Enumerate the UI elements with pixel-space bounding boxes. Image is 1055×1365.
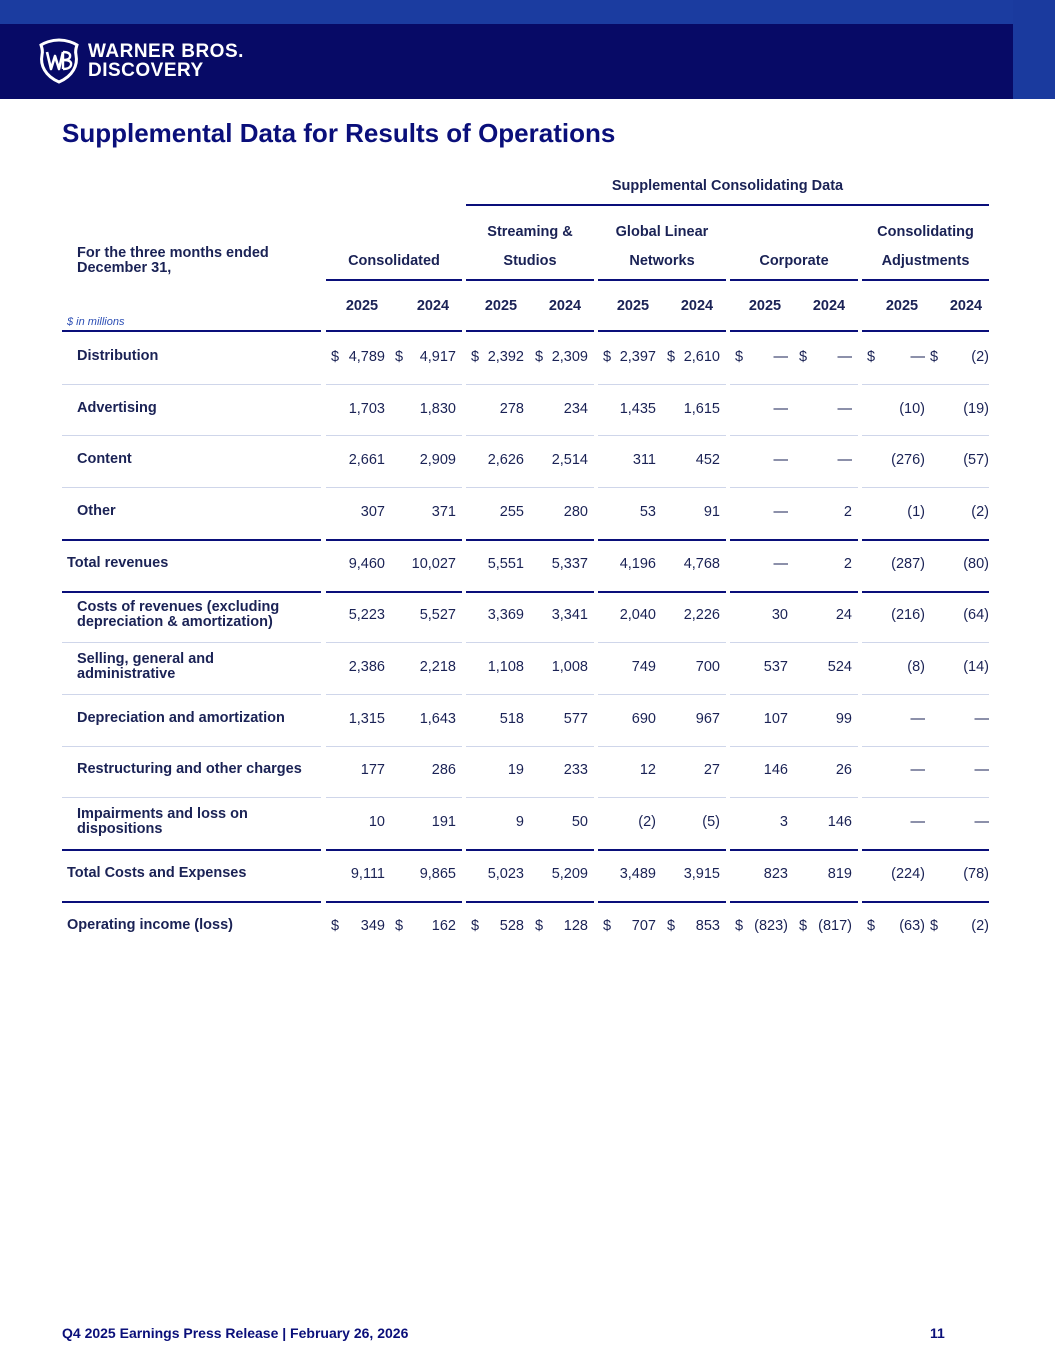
wb-shield-icon [38,38,80,84]
table-cell: 191 [431,814,456,831]
table-cell: 2,397 [619,348,656,365]
table-cell: 12 [639,762,656,779]
table-cell: — [773,348,788,365]
header-edge [1013,0,1055,99]
row-rule [62,849,321,851]
group-rule-3 [730,279,858,281]
table-cell: 177 [360,762,385,779]
table-cell: 967 [695,710,720,727]
row-divider [862,797,989,798]
table-cell: 128 [563,917,588,934]
group-rule-2 [598,279,726,281]
table-cell: 749 [631,659,656,676]
row-label: Restructuring and other charges [77,761,302,778]
row-label: Distribution [77,347,159,364]
table-cell: 50 [571,814,588,831]
row-divider [598,694,726,695]
table-cell: 234 [563,400,588,417]
group-header-0-line2: Consolidated [348,253,440,269]
currency-symbol: $ [867,917,876,934]
table-cell: 707 [631,917,656,934]
currency-symbol: $ [331,348,340,365]
row-divider [326,746,462,747]
table-cell: — [837,400,852,417]
table-cell: (287) [891,555,925,572]
table-cell: 2,218 [419,659,456,676]
row-divider [862,487,989,488]
row-divider [326,694,462,695]
table-cell: (57) [963,452,989,469]
table-cell: (1) [907,503,925,520]
row-divider [326,642,462,643]
table-cell: 5,337 [551,555,588,572]
row-divider [62,384,321,385]
row-divider [326,487,462,488]
row-divider [466,746,594,747]
row-divider [466,384,594,385]
year-rule-3 [730,330,858,332]
table-cell: — [837,452,852,469]
year-header-3: 2024 [548,298,582,314]
group-header-1-line2: Studios [503,253,557,269]
table-cell: 286 [431,762,456,779]
table-cell: 91 [703,503,720,520]
row-divider [598,435,726,436]
year-header-0: 2025 [345,298,379,314]
row-rule [730,901,858,903]
row-rule [326,901,462,903]
table-cell: 2,610 [683,348,720,365]
table-cell: 2,661 [348,452,385,469]
row-rule [62,901,321,903]
table-cell: 107 [763,710,788,727]
row-label: Total revenues [67,554,169,571]
currency-symbol: $ [395,348,404,365]
table-cell: — [837,348,852,365]
table-cell: — [910,814,925,831]
currency-symbol: $ [667,348,676,365]
year-header-9: 2024 [949,298,983,314]
table-cell: (64) [963,607,989,624]
table-cell: 819 [827,865,852,882]
row-rule [730,849,858,851]
table-cell: 349 [360,917,385,934]
row-divider [598,797,726,798]
table-cell: — [974,710,989,727]
table-cell: 2 [843,503,852,520]
table-cell: 26 [835,762,852,779]
table-cell: 4,917 [419,348,456,365]
year-rule-0 [326,330,462,332]
table-cell: 1,108 [487,659,524,676]
currency-symbol: $ [535,917,544,934]
table-cell: (2) [971,917,989,934]
year-rule-4 [862,330,989,332]
group-rule-4 [862,279,989,281]
period-label-line1: For the three months ended [77,245,269,261]
currency-symbol: $ [535,348,544,365]
row-rule [466,849,594,851]
table-cell: 4,768 [683,555,720,572]
table-cell: 3,489 [619,865,656,882]
row-divider [62,487,321,488]
row-divider [466,694,594,695]
currency-symbol: $ [799,348,808,365]
table-cell: 690 [631,710,656,727]
year-header-8: 2025 [885,298,919,314]
row-divider [466,435,594,436]
row-rule [326,539,462,541]
page-title: Supplemental Data for Results of Operations [62,118,616,148]
table-cell: 1,643 [419,710,456,727]
row-rule [466,591,594,593]
table-cell: 2,909 [419,452,456,469]
table-cell: 3 [779,814,788,831]
table-cell: 255 [499,503,524,520]
table-cell: (8) [907,659,925,676]
year-rule-2 [598,330,726,332]
currency-symbol: $ [471,917,480,934]
table-cell: 1,830 [419,400,456,417]
row-rule [862,591,989,593]
table-cell: 307 [360,503,385,520]
table-cell: 5,551 [487,555,524,572]
year-header-5: 2024 [680,298,714,314]
row-label-cont: depreciation & amortization) [77,614,273,631]
table-cell: — [773,452,788,469]
row-rule [598,591,726,593]
table-cell: (5) [702,814,720,831]
brand-line-1: WARNER BROS. [88,41,244,62]
currency-symbol: $ [735,917,744,934]
table-cell: — [773,400,788,417]
year-header-4: 2025 [616,298,650,314]
period-label-line2: December 31, [77,260,172,276]
row-rule [326,591,462,593]
row-rule [598,849,726,851]
table-cell: 1,615 [683,400,720,417]
year-header-6: 2025 [748,298,782,314]
row-divider [598,642,726,643]
table-cell: (2) [971,348,989,365]
row-divider [598,384,726,385]
row-rule [466,901,594,903]
table-cell: 823 [763,865,788,882]
row-divider [730,435,858,436]
table-cell: 311 [632,452,656,469]
table-cell: 162 [431,917,456,934]
table-cell: (2) [638,814,656,831]
group-header-2-line1: Global Linear [615,224,709,240]
table-cell: 2,226 [683,607,720,624]
header-accent [0,0,1013,24]
row-rule [862,539,989,541]
table-cell: 2,386 [348,659,385,676]
row-label: Content [77,451,132,468]
currency-symbol: $ [603,348,612,365]
row-divider [730,384,858,385]
table-cell: 518 [499,710,524,727]
currency-symbol: $ [471,348,480,365]
table-cell: 3,915 [683,865,720,882]
currency-symbol: $ [603,917,612,934]
row-divider [62,435,321,436]
table-cell: 371 [431,503,456,520]
row-rule [62,539,321,541]
row-label: Operating income (loss) [67,916,233,933]
table-cell: 528 [499,917,524,934]
row-label-cont: administrative [77,666,176,683]
supertitle-rule [466,204,989,206]
row-divider [326,797,462,798]
table-cell: 30 [771,607,788,624]
currency-symbol: $ [395,917,404,934]
currency-symbol: $ [331,917,340,934]
row-label: Advertising [77,399,157,416]
row-divider [730,797,858,798]
table-cell: 524 [827,659,852,676]
row-label-cont: dispositions [77,821,163,838]
table-cell: (19) [963,400,989,417]
row-divider [862,435,989,436]
row-rule [466,539,594,541]
row-label: Impairments and loss on [77,806,248,823]
currency-symbol: $ [930,348,939,365]
row-rule [326,849,462,851]
footer-text: Q4 2025 Earnings Press Release | February 26, 2026 [62,1325,409,1341]
label-col-rule [62,330,321,332]
row-divider [62,642,321,643]
group-header-3-line2: Corporate [759,253,829,269]
table-cell: 5,209 [551,865,588,882]
table-cell: 53 [639,503,656,520]
table-cell: 233 [563,762,588,779]
table-cell: (216) [891,607,925,624]
row-label: Other [77,502,116,519]
currency-symbol: $ [799,917,808,934]
table-cell: — [974,762,989,779]
table-cell: 278 [499,400,524,417]
table-cell: 5,527 [419,607,456,624]
group-rule-0 [326,279,462,281]
table-cell: 577 [563,710,588,727]
year-rule-1 [466,330,594,332]
table-cell: — [910,710,925,727]
table-cell: 1,703 [348,400,385,417]
table-cell: 2,392 [487,348,524,365]
table-cell: — [910,762,925,779]
table-cell: (14) [963,659,989,676]
row-label: Costs of revenues (excluding [77,599,280,616]
table-cell: 10 [368,814,385,831]
row-divider [730,487,858,488]
table-cell: 5,223 [348,607,385,624]
row-divider [862,746,989,747]
table-cell: — [910,348,925,365]
table-cell: (817) [818,917,852,934]
row-rule [62,591,321,593]
row-label: Selling, general and [77,651,214,668]
table-cell: 9,865 [419,865,456,882]
row-divider [466,487,594,488]
table-cell: (276) [891,452,925,469]
currency-symbol: $ [867,348,876,365]
table-cell: — [773,555,788,572]
table-cell: 3,369 [487,607,524,624]
row-divider [466,797,594,798]
row-divider [862,642,989,643]
table-cell: 24 [835,607,852,624]
row-divider [598,746,726,747]
row-label: Depreciation and amortization [77,709,285,726]
group-header-4-line1: Consolidating [877,224,974,240]
row-divider [62,694,321,695]
table-cell: 1,008 [551,659,588,676]
row-divider [62,746,321,747]
table-cell: 452 [695,452,720,469]
row-rule [862,901,989,903]
row-divider [730,694,858,695]
table-cell: 700 [695,659,720,676]
table-cell: 4,196 [619,555,656,572]
row-rule [730,539,858,541]
table-cell: 2 [843,555,852,572]
row-divider [862,384,989,385]
table-cell: (80) [963,555,989,572]
row-divider [62,797,321,798]
group-rule-1 [466,279,594,281]
currency-symbol: $ [735,348,744,365]
table-cell: — [974,814,989,831]
table-supertitle: Supplemental Consolidating Data [611,178,844,194]
table-cell: 4,789 [348,348,385,365]
currency-symbol: $ [667,917,676,934]
table-cell: 99 [835,710,852,727]
row-divider [862,694,989,695]
table-cell: 2,309 [551,348,588,365]
table-cell: 9,111 [350,865,385,882]
page-number: 11 [930,1325,945,1341]
table-cell: 19 [507,762,524,779]
group-header-1-line1: Streaming & [487,224,573,240]
table-cell: 2,626 [487,452,524,469]
table-cell: 2,514 [551,452,588,469]
row-rule [730,591,858,593]
table-cell: (2) [971,503,989,520]
table-cell: 9,460 [348,555,385,572]
currency-symbol: $ [930,917,939,934]
row-divider [598,487,726,488]
year-header-7: 2024 [812,298,846,314]
table-cell: 146 [763,762,788,779]
table-cell: 5,023 [487,865,524,882]
row-divider [730,642,858,643]
table-cell: (823) [754,917,788,934]
table-cell: (224) [891,865,925,882]
table-cell: 1,435 [619,400,656,417]
table-cell: 1,315 [348,710,385,727]
table-cell: 10,027 [411,555,456,572]
table-cell: — [773,503,788,520]
table-cell: 3,341 [551,607,588,624]
row-label: Total Costs and Expenses [67,864,247,881]
group-header-2-line2: Networks [629,253,695,269]
row-rule [598,901,726,903]
year-header-1: 2024 [416,298,450,314]
table-cell: 280 [563,503,588,520]
brand-line-2: DISCOVERY [88,60,204,81]
row-rule [862,849,989,851]
row-divider [326,435,462,436]
table-cell: 146 [827,814,852,831]
group-header-4-line2: Adjustments [881,253,970,269]
row-divider [730,746,858,747]
table-cell: 537 [763,659,788,676]
table-cell: 2,040 [619,607,656,624]
row-divider [326,384,462,385]
table-cell: 9 [515,814,524,831]
row-rule [598,539,726,541]
year-header-2: 2025 [484,298,518,314]
brand-logo [38,38,244,84]
table-cell: (10) [899,400,925,417]
table-cell: (78) [963,865,989,882]
brand-name [88,42,244,80]
table-cell: (63) [899,917,925,934]
table-cell: 27 [703,762,720,779]
table-cell: 853 [695,917,720,934]
units-note: $ in millions [67,316,125,328]
row-divider [466,642,594,643]
